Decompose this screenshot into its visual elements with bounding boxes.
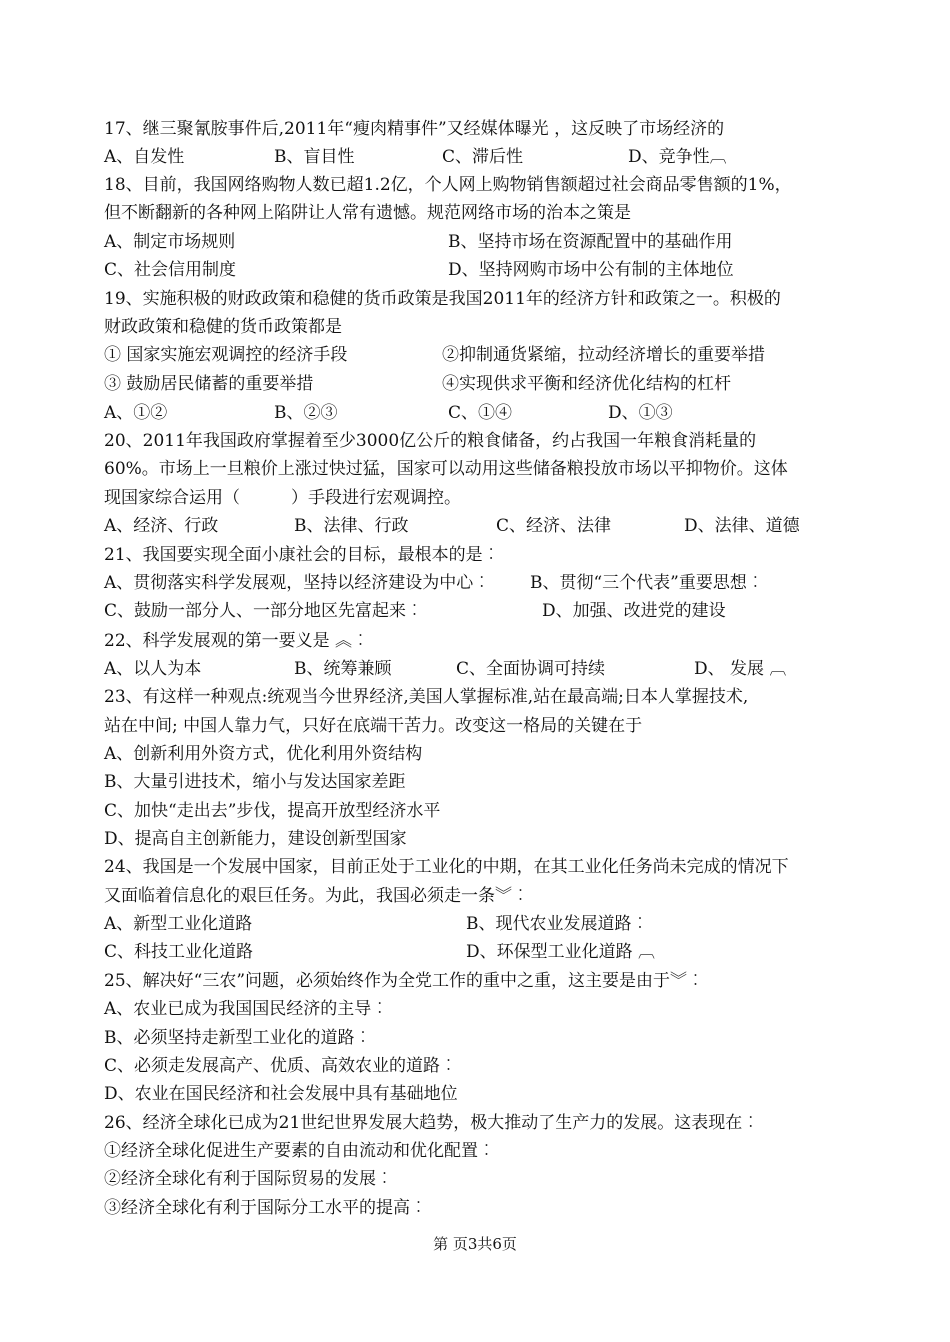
question-24-options-row2 [0,941,950,965]
question-23-option-d: D、提高自主创新能力，建设创新型国家 [104,829,407,849]
option-a: A、自发性 [104,147,185,167]
question-25-option-c: C、必须走发展高产、优质、高效农业的道路︰ [104,1056,458,1076]
question-23-option-b: B、大量引进技术，缩小与发达国家差距 [104,772,406,792]
option-a: A、以人为本 [104,659,202,679]
option-c: C、①④ [448,403,513,423]
option-d: D、法律、道德 [684,516,800,536]
statement-1: ① 国家实施宏观调控的经济手段 [104,345,348,365]
option-d: D、①③ [608,403,673,423]
option-b: B、法律、行政 [294,516,409,536]
question-25-stem: 25、解决好“三农”问题，必须始终作为全党工作的重中之重，这主要是由于︾︰ [104,971,705,991]
question-18-stem-line1: 18、目前，我国网络购物人数已超1.2亿，个人网上购物销售额超过社会商品零售额的1%， [104,175,792,195]
question-23-stem-line2: 站在中间; 中国人靠力气，只好在底端干苦力。改变这一格局的关键在于 [104,716,643,736]
question-17-options [0,146,950,170]
page-footer: 第 页3共6页 [433,1235,517,1253]
question-19-items-row1 [0,344,950,368]
option-a: A、新型工业化道路 [104,914,253,934]
question-18-options-row2 [0,259,950,283]
question-22-stem: 22、科学发展观的第一要义是 ︽︰ [104,631,370,651]
question-17-stem: 17、继三聚氰胺事件后,2011年“瘦肉精事件”又经媒体曝光 ，这反映了市场经济的 [104,119,725,139]
question-25-option-b: B、必须坚持走新型工业化的道路︰ [104,1028,372,1048]
question-26-stem: 26、经济全球化已成为21世纪世界发展大趋势，极大推动了生产力的发展。这表现在︰ [104,1113,760,1133]
option-b: B、②③ [274,403,338,423]
option-b: B、现代农业发展道路︰ [466,914,649,934]
option-a: A、制定市场规则 [104,232,236,252]
question-18-options-row1 [0,231,950,255]
option-b: B、盲目性 [274,147,355,167]
question-19-stem-line2: 财政政策和稳健的货币政策都是 [104,317,342,337]
statement-4: ④实现供求平衡和经济优化结构的杠杆 [442,374,731,394]
option-a: A、贯彻落实科学发展观，坚持以经济建设为中心︰ [104,573,491,593]
option-c: C、滞后性 [442,147,524,167]
question-26-statement-3: ③经济全球化有利于国际分工水平的提高︰ [104,1198,427,1218]
question-20-stem-line2: 60%。市场上一旦粮价上涨过快过猛，国家可以动用这些储备粮投放市场以平抑物价。这体 [104,459,788,479]
question-20-stem-line1: 20、2011年我国政府掌握着至少3000亿公斤的粮食储备，约占我国一年粮食消耗量的 [104,431,757,451]
option-a: A、①② [104,403,168,423]
question-22-options [0,658,950,682]
question-23-option-c: C、加快“走出去”步伐，提高开放型经济水平 [104,801,441,821]
question-19-options [0,402,950,426]
option-d: D、 发展 ︹ [694,659,787,679]
option-d: D、坚持网购市场中公有制的主体地位 [448,260,734,280]
question-21-stem: 21、我国要实现全面小康社会的目标，最根本的是︰ [104,545,500,565]
statement-3: ③ 鼓励居民储蓄的重要举措 [104,374,314,394]
question-23-option-a: A、创新利用外资方式，优化利用外资结构 [104,744,423,764]
option-c: C、鼓励一部分人、一部分地区先富起来︰ [104,601,424,621]
option-d: D、环保型工业化道路 ︹ [466,942,656,962]
option-c: C、社会信用制度 [104,260,237,280]
question-18-stem-line2: 但不断翻新的各种网上陷阱让人常有遗憾。规范网络市场的治本之策是 [104,203,631,223]
question-21-options-row2 [0,600,950,624]
question-26-statement-1: ①经济全球化促进生产要素的自由流动和优化配置︰ [104,1141,495,1161]
question-24-stem-line1: 24、我国是一个发展中国家，目前正处于工业化的中期，在其工业化任务尚未完成的情况下 [104,857,789,877]
option-b: B、统筹兼顾 [294,659,392,679]
option-b: B、贯彻“三个代表”重要思想︰ [530,573,764,593]
option-c: C、全面协调可持续 [456,659,606,679]
statement-2: ②抑制通货紧缩，拉动经济增长的重要举措 [442,345,765,365]
option-a: A、经济、行政 [104,516,219,536]
question-25-option-a: A、农业已成为我国国民经济的主导︰ [104,999,389,1019]
option-c: C、科技工业化道路 [104,942,254,962]
question-24-options-row1 [0,913,950,937]
option-b: B、坚持市场在资源配置中的基础作用 [448,232,733,252]
option-d: D、竞争性︹ [628,147,727,167]
question-19-items-row2 [0,373,950,397]
option-d: D、加强、改进党的建设 [542,601,726,621]
question-21-options-row1 [0,572,950,596]
question-23-stem-line1: 23、有这样一种观点:统观当今世界经济,美国人掌握标准,站在最高端;日本人掌握技术, [104,687,749,707]
question-25-option-d: D、农业在国民经济和社会发展中具有基础地位 [104,1084,458,1104]
question-20-stem-line3: 现国家综合运用（ ）手段进行宏观调控。 [104,488,461,508]
question-26-statement-2: ②经济全球化有利于国际贸易的发展︰ [104,1169,393,1189]
question-19-stem-line1: 19、实施积极的财政政策和稳健的货币政策是我国2011年的经济方针和政策之一。积极的 [104,289,781,309]
option-c: C、经济、法律 [496,516,612,536]
question-24-stem-line2: 又面临着信息化的艰巨任务。为此，我国必须走一条︾︰ [104,886,529,906]
question-20-options [0,515,950,539]
